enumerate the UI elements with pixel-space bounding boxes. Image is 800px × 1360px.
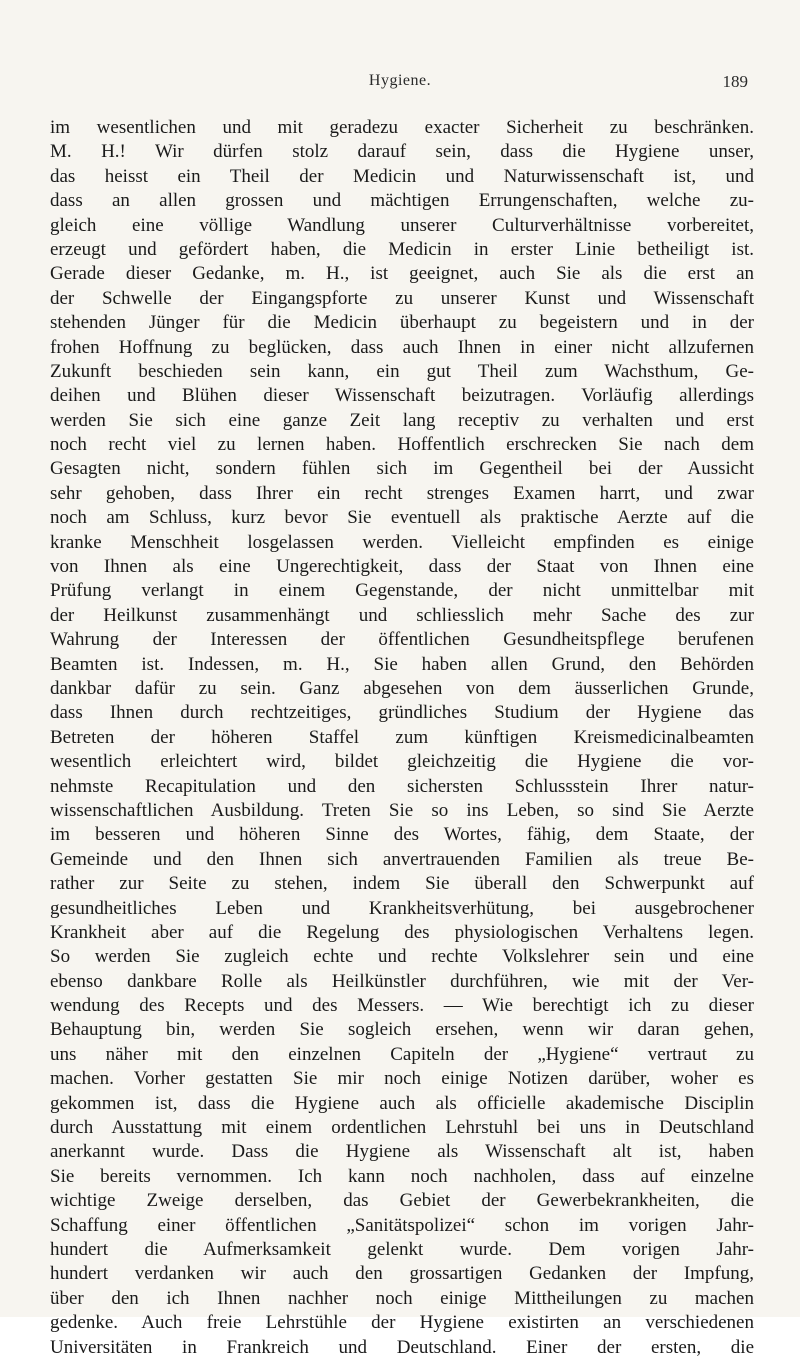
text-line: anerkannt wurde. Dass die Hygiene als Wissenschaft alt ist, haben	[50, 1141, 754, 1163]
text-line: Krankheit aber auf die Regelung des physiologischen Verhaltens legen.	[50, 921, 754, 943]
running-title: Hygiene.	[368, 72, 432, 89]
text-line: werden Sie sich eine ganze Zeit lang receptiv zu verhalten und erst	[50, 409, 754, 431]
text-line: von Ihnen als eine Ungerechtigkeit, dass der Staat von Ihnen eine	[50, 556, 754, 578]
text-line: Zukunft beschieden sein kann, ein gut Theil zum Wachsthum, Ge-	[50, 360, 754, 382]
text-line: im besseren und höheren Sinne des Wortes, fähig, dem Staate, der	[50, 824, 754, 846]
text-line: Behauptung bin, werden Sie sogleich ersehen, wenn wir daran gehen,	[50, 1019, 754, 1041]
text-line: wendung des Recepts und des Messers. — Wie berechtigt ich zu dieser	[50, 995, 754, 1017]
text-line: wichtige Zweige derselben, das Gebiet der Gewerbekrankheiten, die	[50, 1190, 754, 1212]
text-line: machen. Vorher gestatten Sie mir noch einige Notizen darüber, woher es	[50, 1068, 754, 1090]
text-line: nehmste Recapitulation und den sichersten Schlussstein Ihrer natur-	[50, 775, 754, 797]
text-line: der Heilkunst zusammenhängt und schliesslich mehr Sache des zur	[50, 604, 754, 626]
text-line: Schaffung einer öffentlichen „Sanitätspolizei“ schon im vorigen Jahr-	[50, 1214, 754, 1236]
text-line: der Schwelle der Eingangspforte zu unserer Kunst und Wissenschaft	[50, 287, 754, 309]
text-line: gesundheitliches Leben und Krankheitsverhütung, bei ausgebrochener	[50, 897, 754, 919]
text-line: das heisst ein Theil der Medicin und Naturwissenschaft ist, und	[50, 165, 754, 187]
text-line: rather zur Seite zu stehen, indem Sie überall den Schwerpunkt auf	[50, 873, 754, 895]
text-line: wissenschaftlichen Ausbildung. Treten Sie so ins Leben, so sind Sie Aerzte	[50, 799, 754, 821]
text-line: dankbar dafür zu sein. Ganz abgesehen von dem äusserlichen Grunde,	[50, 677, 754, 699]
text-line: Sie bereits vernommen. Ich kann noch nachholen, dass auf einzelne	[50, 1165, 754, 1187]
text-line: frohen Hoffnung zu beglücken, dass auch Ihnen in einer nicht allzufernen	[50, 336, 754, 358]
body-text	[50, 116, 754, 1360]
running-head	[0, 72, 800, 96]
page-number: 189	[722, 72, 748, 91]
text-line: über den ich Ihnen nachher noch einige Mittheilungen zu machen	[50, 1287, 754, 1309]
text-line: Universitäten in Frankreich und Deutschland. Einer der ersten, die	[50, 1336, 754, 1358]
text-line: wesentlich erleichtert wird, bildet gleichzeitig die Hygiene die vor-	[50, 751, 754, 773]
text-line: im wesentlichen und mit geradezu exacter Sicherheit zu beschränken.	[50, 117, 754, 138]
text-line: dass Ihnen durch rechtzeitiges, gründliches Studium der Hygiene das	[50, 702, 754, 724]
text-line: deihen und Blühen dieser Wissenschaft beizutragen. Vorläufig allerdings	[50, 385, 754, 407]
text-line: gleich eine völlige Wandlung unserer Culturverhältnisse vorbereitet,	[50, 214, 754, 236]
text-line: hundert die Aufmerksamkeit gelenkt wurde. Dem vorigen Jahr-	[50, 1238, 754, 1260]
text-line: erzeugt und gefördert haben, die Medicin in erster Linie betheiligt ist.	[50, 238, 754, 260]
text-line: Gemeinde und den Ihnen sich anvertrauenden Familien als treue Be-	[50, 848, 754, 870]
text-line: So werden Sie zugleich echte und rechte Volkslehrer sein und eine	[50, 946, 754, 968]
text-line: sehr gehoben, dass Ihrer ein recht strenges Examen harrt, und zwar	[50, 482, 754, 504]
text-line: Betreten der höheren Staffel zum künftigen Kreismedicinalbeamten	[50, 726, 754, 748]
text-line: ebenso dankbare Rolle als Heilkünstler durchführen, wie mit der Ver-	[50, 970, 754, 992]
text-line: M. H.! Wir dürfen stolz darauf sein, dass die Hygiene unser,	[50, 141, 754, 163]
text-line: Gesagten nicht, sondern fühlen sich im Gegentheil bei der Aussicht	[50, 458, 754, 480]
text-line: Beamten ist. Indessen, m. H., Sie haben allen Grund, den Behörden	[50, 653, 754, 675]
text-line: gekommen ist, dass die Hygiene auch als officielle akademische Disciplin	[50, 1092, 754, 1114]
text-line: Gerade dieser Gedanke, m. H., ist geeignet, auch Sie als die erst an	[50, 263, 754, 285]
text-line: uns näher mit den einzelnen Capiteln der „Hygiene“ vertraut zu	[50, 1043, 754, 1065]
text-line: noch recht viel zu lernen haben. Hoffentlich erschrecken Sie nach dem	[50, 434, 754, 456]
text-line: gedenke. Auch freie Lehrstühle der Hygiene existirten an verschiedenen	[50, 1312, 754, 1334]
text-line: dass an allen grossen und mächtigen Errungenschaften, welche zu-	[50, 190, 754, 212]
text-line: Wahrung der Interessen der öffentlichen Gesundheitspflege berufenen	[50, 629, 754, 651]
text-line: stehenden Jünger für die Medicin überhaupt zu begeistern und in der	[50, 312, 754, 334]
text-line: durch Ausstattung mit einem ordentlichen Lehrstuhl bei uns in Deutschland	[50, 1117, 754, 1139]
text-line: hundert verdanken wir auch den grossartigen Gedanken der Impfung,	[50, 1263, 754, 1285]
text-line: noch am Schluss, kurz bevor Sie eventuell als praktische Aerzte auf die	[50, 507, 754, 529]
text-line: Prüfung verlangt in einem Gegenstande, der nicht unmittelbar mit	[50, 580, 754, 602]
text-line: kranke Menschheit losgelassen werden. Vielleicht empfinden es einige	[50, 531, 754, 553]
